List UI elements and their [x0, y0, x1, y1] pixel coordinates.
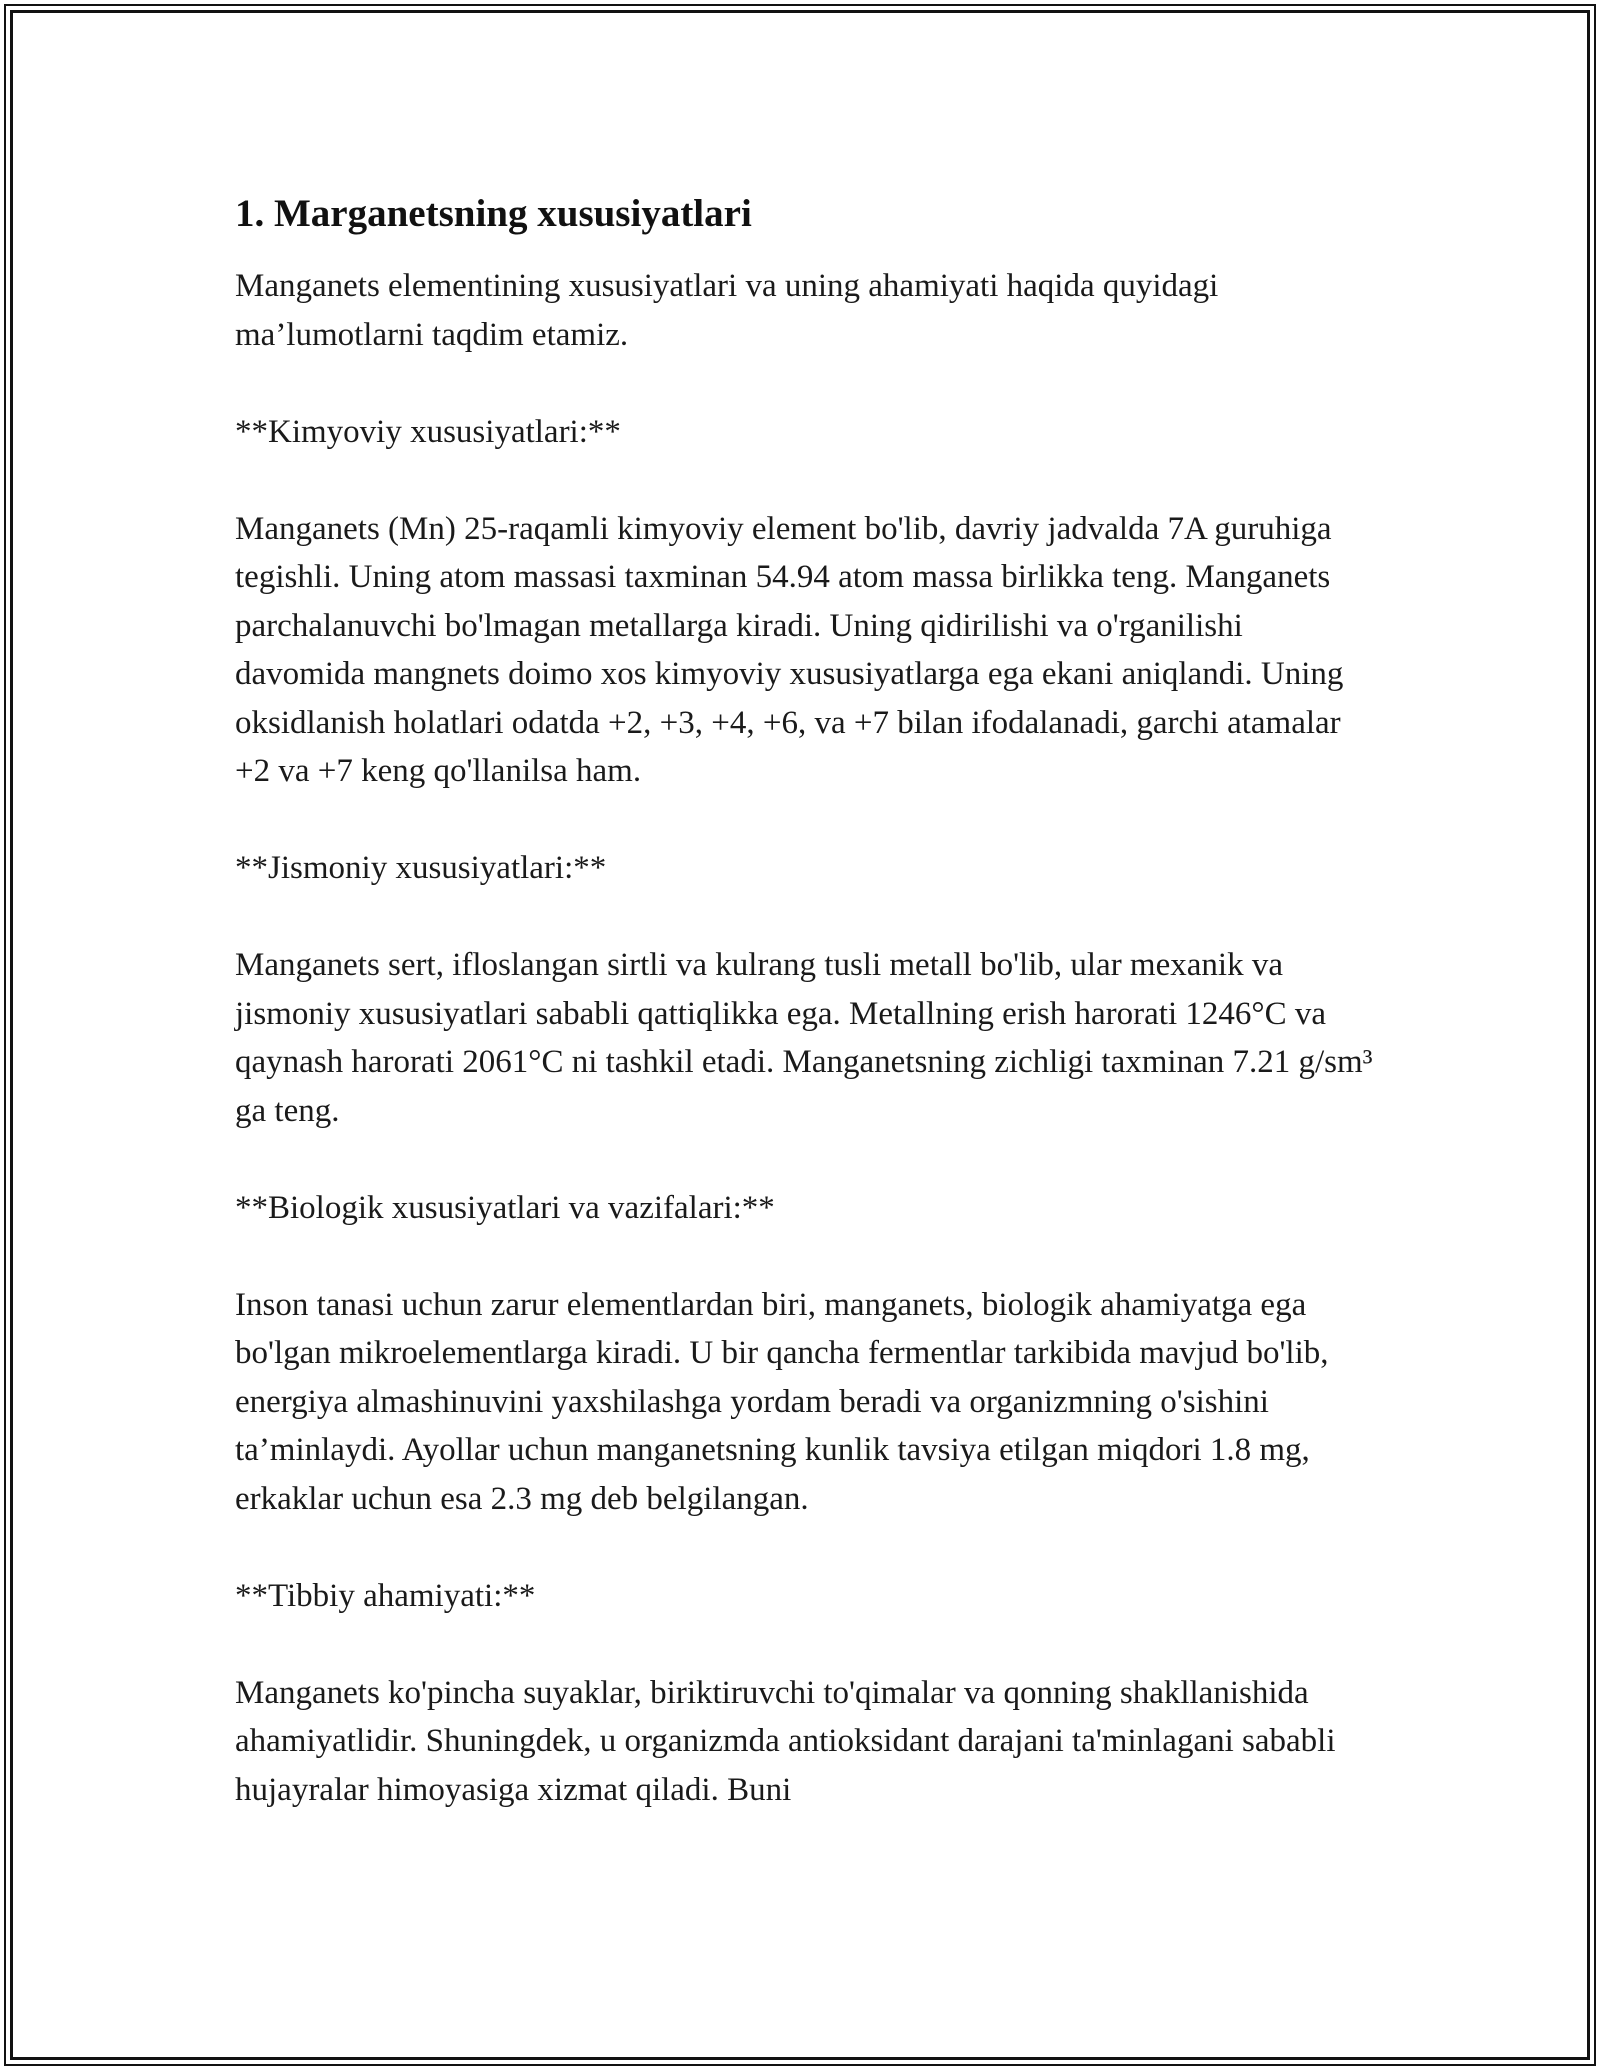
- paragraph-biological: Inson tanasi uchun zarur elementlardan biri, manganets, biologik ahamiyatga ega bo'lgan mikroelementlarga kiradi. U bir qancha fermentlar tarkibida mavjud bo'lib, energiya almashinuvini yaxshilashga yordam beradi va organizmning o'sishini ta’minlaydi. Ayollar uchun manganetsning kunlik tavsiya etilgan miqdori 1.8 mg, erkaklar uchun esa 2.3 mg deb belgilangan.: [235, 1286, 1329, 1517]
- paragraph-chemical: Manganets (Mn) 25-raqamli kimyoviy element bo'lib, davriy jadvalda 7A guruhiga tegishli. Uning atom massasi taxminan 54.94 atom massa birlikka teng. Manganets parchalanuvchi bo'lmagan metallarga kiradi. Uning qidirilishi va o'rganilishi davomida mangnets doimo xos kimyoviy xususiyatlarga ega ekani aniqlandi. Uning oksidlanish holatlari odatda +2, +3, +4, +6, va +7 bilan ifodalanadi, garchi atamalar +2 va +7 keng qo'llanilsa ham.: [235, 510, 1344, 789]
- paragraph-physical: Manganets sert, ifloslangan sirtli va kulrang tusli metall bo'lib, ular mexanik va jismoniy xususiyatlari sababli qattiqlikka ega. Metallning erish harorati 1246°C va qaynash harorati 2061°C ni tashkil etadi. Manganetsning zichligi taxminan 7.21 g/sm³ ga teng.: [235, 947, 1373, 1129]
- section-heading: 1. Marganetsning xususiyatlari: [235, 192, 752, 235]
- document-body: [235, 190, 1375, 1814]
- subheading-physical: **Jismoniy xususiyatlari:**: [235, 850, 607, 886]
- paragraph-medical: Manganets ko'pincha suyaklar, biriktiruvchi to'qimalar va qonning shakllanishida ahamiyatlidir. Shuningdek, u organizmda antioksidant darajani ta'minlagani sababli hujayralar himoyasiga xizmat qiladi. Buni: [235, 1674, 1336, 1808]
- subheading-biological: **Biologik xususiyatlari va vazifalari:**: [235, 1189, 775, 1226]
- intro-paragraph: Manganets elementining xususiyatlari va uning ahamiyati haqida quyidagi ma’lumotlarni taqdim etamiz.: [235, 268, 1219, 353]
- subheading-chemical: **Kimyoviy xususiyatlari:**: [235, 413, 621, 450]
- subheading-medical: **Tibbiy ahamiyati:**: [235, 1577, 536, 1614]
